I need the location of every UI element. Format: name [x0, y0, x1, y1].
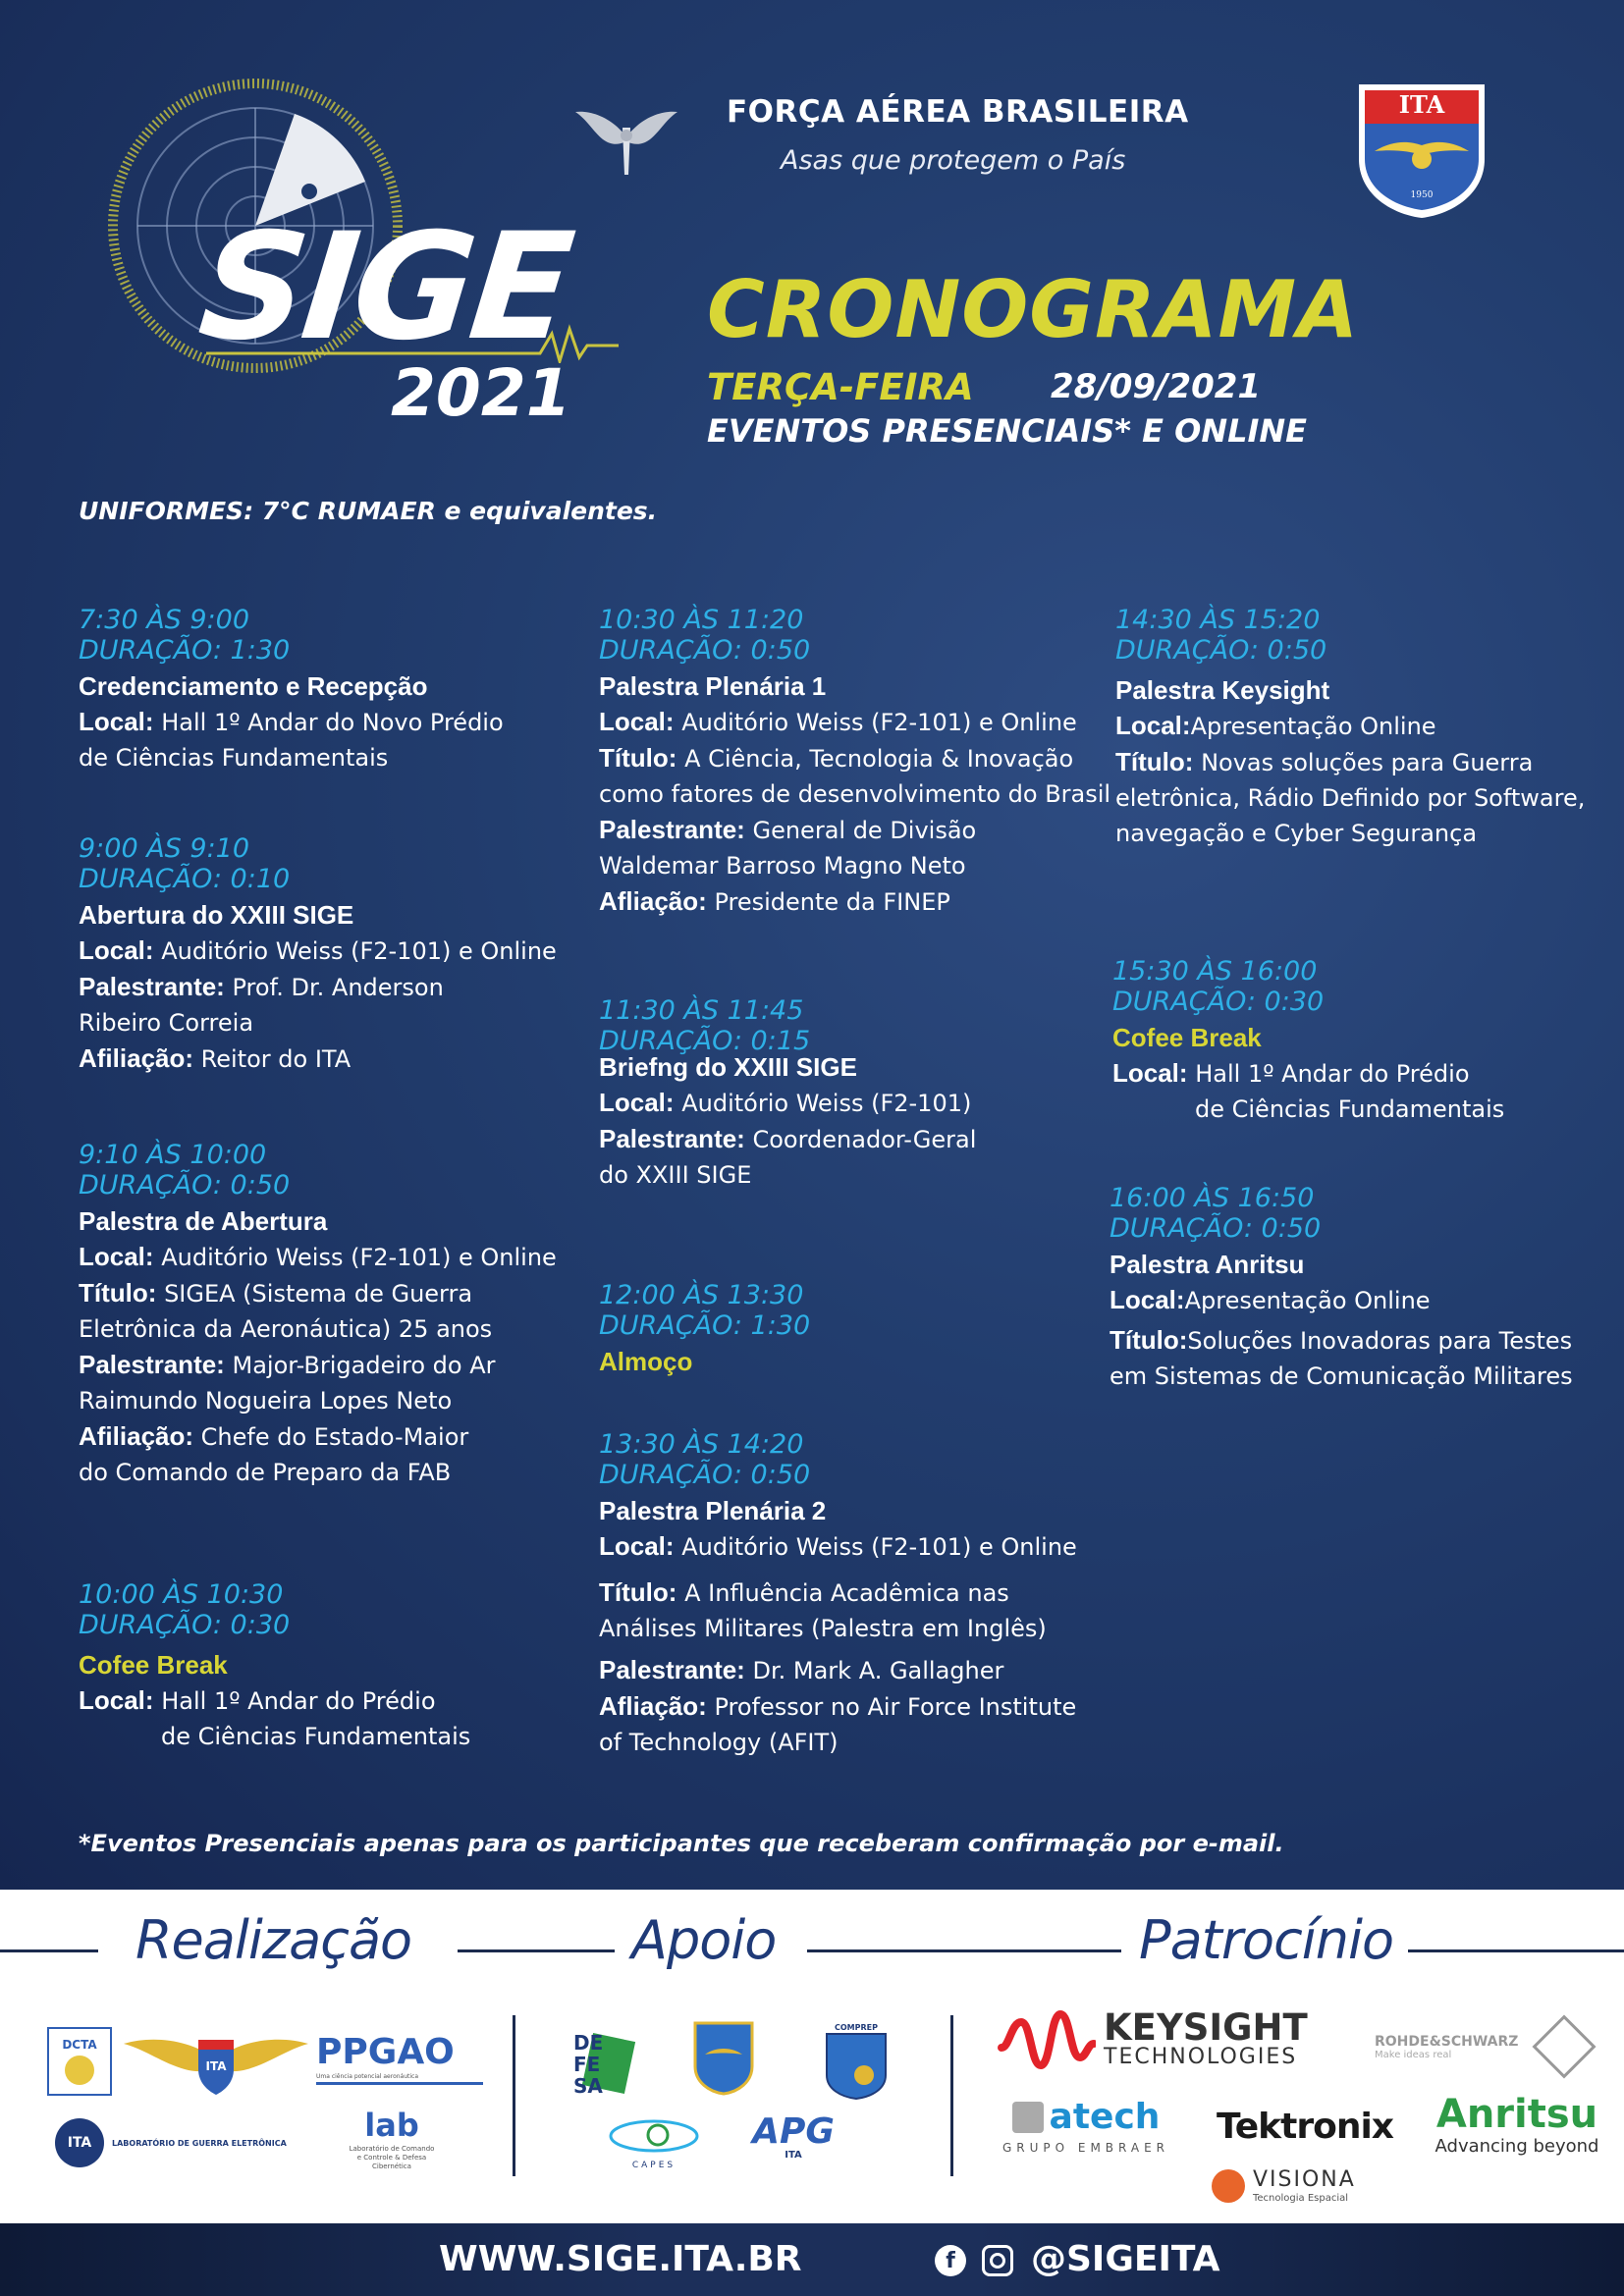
atech-mark-icon — [1012, 2102, 1044, 2133]
capes-logo-text: CAPES — [631, 2161, 677, 2170]
local-line — [1115, 708, 1585, 744]
lab-logo-text: lab — [364, 2107, 419, 2144]
atech-logo — [994, 2088, 1178, 2166]
local-value: Hall 1º Andar do Prédio — [161, 1687, 436, 1715]
speaker-value: Major-Brigadeiro do Ar — [232, 1352, 496, 1379]
local-label: Local: — [79, 707, 154, 736]
title-label: Título: — [599, 1577, 677, 1607]
local-value: Auditório Weiss (F2-101) e Online — [161, 937, 557, 965]
speaker-label: Palestrante: — [79, 972, 225, 1001]
fab-motto: Asas que protegem o País — [781, 145, 1126, 176]
duration: DURAÇÃO: 0:50 — [1110, 1213, 1322, 1244]
title-value-cont: como fatores de desenvolvimento do Brasil — [599, 780, 1111, 808]
divider — [1408, 1949, 1624, 1952]
fab-name: FORÇA AÉREA BRASILEIRA — [727, 94, 1189, 130]
divider — [513, 2015, 515, 2176]
page-title: CRONOGRAMA — [707, 264, 1359, 355]
rs-logo-subtext: Make ideas real — [1375, 2049, 1452, 2060]
schedule-item — [79, 833, 557, 1077]
event-title: Almoço — [599, 1347, 693, 1376]
local-label: Local: — [1112, 1058, 1188, 1088]
time-range: 10:00 ÀS 10:30 — [79, 1579, 284, 1610]
title-line — [599, 1575, 1077, 1611]
time-range: 11:30 ÀS 11:45 — [599, 995, 804, 1026]
schedule-item — [79, 605, 504, 775]
time-range: 9:00 ÀS 9:10 — [79, 833, 250, 864]
affiliation-value-cont: do Comando de Preparo da FAB — [79, 1459, 452, 1486]
ita-wings-text: ITA — [205, 2059, 227, 2073]
local-line — [1112, 1055, 1504, 1092]
local-line — [79, 704, 504, 740]
schedule-item — [1110, 1183, 1573, 1394]
duration: DURAÇÃO: 0:50 — [79, 1170, 291, 1201]
time-range: 10:30 ÀS 11:20 — [599, 605, 804, 635]
comprep-logo — [821, 2021, 892, 2102]
visiona-logo-subtext: Tecnologia Espacial — [1253, 2192, 1349, 2204]
lge-ita-badge: ITA — [55, 2118, 104, 2167]
ppgao-logo — [316, 2027, 487, 2092]
title-line — [1110, 1322, 1573, 1359]
affiliation-label: Afliação: — [599, 1691, 707, 1721]
local-line — [599, 1528, 1077, 1565]
duration: DURAÇÃO: 0:30 — [79, 1610, 291, 1640]
duration: DURAÇÃO: 0:10 — [79, 864, 291, 894]
instagram-icon[interactable] — [982, 2245, 1013, 2276]
title-value-cont: Eletrônica da Aeronáutica) 25 anos — [79, 1315, 493, 1343]
event-name: SIGE — [191, 202, 577, 373]
local-value: Apresentação Online — [1184, 1287, 1431, 1314]
tektronix-logo — [1204, 2100, 1406, 2153]
event-title: Credenciamento e Recepção — [79, 671, 428, 701]
affiliation-value: Reitor do ITA — [200, 1045, 352, 1073]
schedule-item — [79, 1140, 557, 1490]
local-value: Hall 1º Andar do Prédio — [1195, 1060, 1470, 1088]
schedule-item — [1112, 956, 1504, 1127]
speaker-value: Coordenador-Geral — [752, 1126, 977, 1153]
affiliation-line — [599, 1688, 1077, 1725]
schedule-item — [599, 995, 976, 1193]
local-label: Local: — [599, 1531, 675, 1561]
ita-shield-logo — [1355, 80, 1489, 220]
local-value-cont: de Ciências Fundamentais — [1195, 1095, 1505, 1123]
affiliation-value-cont: of Technology (AFIT) — [599, 1729, 839, 1756]
speaker-value: Prof. Dr. Anderson — [232, 974, 444, 1001]
schedule-item — [599, 1429, 1077, 1760]
event-date: 28/09/2021 — [1051, 367, 1262, 406]
defesa-logo — [564, 2027, 638, 2102]
event-title: Palestra Keysight — [1115, 675, 1330, 705]
duration: DURAÇÃO: 0:50 — [599, 1460, 811, 1490]
event-title: Briefng do XXIII SIGE — [599, 1052, 857, 1082]
speaker-value-cont: Raimundo Nogueira Lopes Neto — [79, 1387, 453, 1415]
website-link[interactable]: WWW.SIGE.ITA.BR — [439, 2239, 802, 2279]
apg-logo — [752, 2100, 835, 2174]
schedule-item — [599, 605, 1110, 920]
event-title: Cofee Break — [1112, 1023, 1262, 1052]
visiona-logo — [1212, 2163, 1369, 2210]
local-label: Local: — [79, 1242, 154, 1271]
ita-wings-logo — [120, 2020, 312, 2099]
dcta-logo-text: DCTA — [62, 2038, 97, 2052]
title-value-cont: navegação e Cyber Segurança — [1115, 820, 1478, 847]
title-label: Título: — [1110, 1325, 1188, 1355]
title-value-cont: eletrônica, Rádio Definido por Software, — [1115, 784, 1586, 812]
uniform-note: UNIFORMES: 7°C RUMAER e equivalentes. — [79, 497, 658, 525]
fab-wings-icon — [573, 98, 679, 179]
social-handle[interactable]: @SIGEITA — [1031, 2239, 1220, 2279]
affiliation-label: Afiliação: — [79, 1043, 194, 1073]
schedule-item — [1115, 605, 1585, 851]
local-label: Local: — [1110, 1285, 1185, 1314]
title-value: Soluções Inovadoras para Testes — [1187, 1327, 1573, 1355]
local-value-cont: de Ciências Fundamentais — [161, 1723, 471, 1750]
time-range: 16:00 ÀS 16:50 — [1110, 1183, 1315, 1213]
affiliation-line — [79, 1418, 557, 1455]
time-range: 14:30 ÀS 15:20 — [1115, 605, 1321, 635]
title-value: A Ciência, Tecnologia & Inovação — [684, 745, 1074, 773]
rs-diamond-icon — [1533, 2014, 1597, 2078]
visiona-mark-icon — [1212, 2169, 1245, 2203]
lab-logo-subtext: Laboratório de Comando e Controle & Defesa Cibernética — [349, 2145, 435, 2170]
event-title: Palestra Plenária 2 — [599, 1496, 827, 1525]
event-title: Cofee Break — [79, 1650, 228, 1680]
title-value-cont: Análises Militares (Palestra em Inglês) — [599, 1615, 1047, 1642]
local-label: Local: — [599, 1088, 675, 1117]
event-title: Palestra Plenária 1 — [599, 671, 827, 701]
event-title: Palestra Anritsu — [1110, 1250, 1305, 1279]
duration: DURAÇÃO: 0:50 — [599, 635, 811, 666]
schedule-item — [79, 1579, 470, 1754]
local-value: Hall 1º Andar do Novo Prédio — [161, 709, 504, 736]
title-label: Título: — [79, 1278, 157, 1308]
speaker-label: Palestrante: — [599, 1124, 745, 1153]
fab-shield-logo — [693, 2021, 754, 2096]
local-line — [1110, 1282, 1573, 1318]
title-value-cont: em Sistemas de Comunicação Militares — [1110, 1362, 1573, 1390]
title-line — [79, 1275, 557, 1311]
ppgao-logo-text: PPGAO — [316, 2031, 455, 2072]
local-line — [79, 933, 557, 969]
divider — [458, 1949, 615, 1952]
title-value: Novas soluções para Guerra — [1201, 749, 1534, 776]
speaker-line — [599, 1652, 1077, 1688]
local-value: Auditório Weiss (F2-101) e Online — [681, 709, 1077, 736]
facebook-icon[interactable]: f — [935, 2245, 966, 2276]
speaker-value: Dr. Mark A. Gallagher — [752, 1657, 1004, 1684]
speaker-value-cont: Ribeiro Correia — [79, 1009, 254, 1037]
local-value: Auditório Weiss (F2-101) — [681, 1090, 972, 1117]
divider — [950, 2015, 953, 2176]
affiliation-value: Chefe do Estado-Maior — [200, 1423, 469, 1451]
title-line — [1115, 744, 1585, 780]
ita-badge-text: ITA — [1398, 90, 1445, 119]
dcta-emblem-icon — [65, 2056, 94, 2085]
apg-ita-text: ITA — [785, 2149, 802, 2161]
local-value: Auditório Weiss (F2-101) e Online — [161, 1244, 557, 1271]
keysight-logo-text: KEYSIGHT — [1104, 2006, 1308, 2050]
local-value-cont: de Ciências Fundamentais — [79, 744, 389, 772]
title-value: A Influência Acadêmica nas — [684, 1579, 1009, 1607]
speaker-label: Palestrante: — [79, 1350, 225, 1379]
atech-logo-text: atech — [1049, 2097, 1161, 2137]
apoio-title: Apoio — [631, 1909, 777, 1971]
duration: DURAÇÃO: 0:50 — [1115, 635, 1327, 666]
local-label: Local: — [599, 707, 675, 736]
local-line — [599, 1085, 976, 1121]
title-line — [599, 740, 1110, 776]
duration: DURAÇÃO: 0:15 — [599, 1026, 811, 1056]
local-line — [79, 1682, 470, 1719]
schedule-item — [599, 1280, 810, 1379]
anritsu-logo-subtext: Advancing beyond — [1435, 2135, 1599, 2157]
affiliation-value: Professor no Air Force Institute — [714, 1693, 1077, 1721]
attendance-footnote: *Eventos Presenciais apenas para os participantes que receberam confirmação por e-mail. — [79, 1830, 1284, 1857]
visiona-logo-text: VISIONA — [1253, 2166, 1356, 2192]
rohde-schwarz-logo — [1375, 2017, 1606, 2076]
title-label: Título: — [1115, 747, 1194, 776]
dcta-logo — [47, 2027, 112, 2096]
affiliation-line — [599, 883, 1110, 920]
affiliation-line — [79, 1041, 557, 1077]
speaker-value-cont: Waldemar Barroso Magno Neto — [599, 852, 966, 880]
local-label: Local: — [79, 1685, 154, 1715]
weekday: TERÇA-FEIRA — [707, 366, 974, 408]
lab-logo — [348, 2104, 436, 2186]
realizacao-title: Realização — [135, 1909, 412, 1971]
speaker-line — [79, 969, 557, 1005]
time-range: 9:10 ÀS 10:00 — [79, 1140, 267, 1170]
time-range: 12:00 ÀS 13:30 — [599, 1280, 804, 1310]
ita-badge-year: 1950 — [1410, 190, 1434, 200]
duration: DURAÇÃO: 1:30 — [79, 635, 291, 666]
ppgao-logo-subtext: Uma ciência potencial aeronáutica — [316, 2072, 419, 2080]
tektronix-logo-text: Tektronix — [1216, 2106, 1394, 2147]
time-range: 13:30 ÀS 14:20 — [599, 1429, 804, 1460]
affiliation-label: Afiliação: — [79, 1421, 194, 1451]
event-subtitle: EVENTOS PRESENCIAIS* E ONLINE — [707, 412, 1308, 450]
comprep-logo-text: COMPREP — [835, 2022, 878, 2032]
local-value: Apresentação Online — [1190, 713, 1436, 740]
rs-logo-text: ROHDE&SCHWARZ — [1375, 2033, 1519, 2050]
local-line — [79, 1239, 557, 1275]
capes-logo — [605, 2106, 703, 2176]
event-title: Abertura do XXIII SIGE — [79, 900, 354, 930]
ppgao-swoosh-icon — [316, 2082, 483, 2085]
patrocinio-title: Patrocínio — [1139, 1909, 1394, 1971]
title-label: Título: — [599, 743, 677, 773]
atech-logo-subtext: GRUPO EMBRAER — [1001, 2141, 1170, 2155]
local-value: Auditório Weiss (F2-101) e Online — [681, 1533, 1077, 1561]
title-value: SIGEA (Sistema de Guerra — [164, 1280, 473, 1308]
speaker-value-cont: do XXIII SIGE — [599, 1161, 752, 1189]
affiliation-label: Afliação: — [599, 886, 707, 916]
local-label: Local: — [79, 935, 154, 965]
anritsu-logo-text: Anritsu — [1435, 2091, 1598, 2137]
instagram-lens-icon — [990, 2253, 1005, 2269]
speaker-label: Palestrante: — [599, 1655, 745, 1684]
speaker-line — [599, 1121, 976, 1157]
lge-logo-text: LABORATÓRIO DE GUERRA ELETRÔNICA — [112, 2138, 287, 2148]
apg-logo-text: APG — [752, 2110, 835, 2152]
lge-logo — [55, 2115, 287, 2170]
local-label: Local: — [1115, 711, 1191, 740]
footer-bar — [0, 2223, 1624, 2296]
speaker-value: General de Divisão — [752, 817, 977, 844]
defesa-logo-text: DE FE SA — [573, 2031, 604, 2098]
time-range: 15:30 ÀS 16:00 — [1112, 956, 1318, 987]
duration: DURAÇÃO: 0:30 — [1112, 987, 1325, 1017]
divider — [0, 1949, 98, 1952]
event-year: 2021 — [391, 355, 571, 431]
time-range: 7:30 ÀS 9:00 — [79, 605, 250, 635]
sponsors-section — [0, 1890, 1624, 2223]
divider — [807, 1949, 1121, 1952]
speaker-line — [79, 1347, 557, 1383]
speaker-label: Palestrante: — [599, 815, 745, 844]
keysight-wave-icon — [998, 2008, 1096, 2071]
local-line — [599, 704, 1110, 740]
keysight-logo-subtext: TECHNOLOGIES — [1104, 2045, 1298, 2070]
event-title: Palestra de Abertura — [79, 1206, 328, 1236]
keysight-logo — [998, 2003, 1322, 2076]
duration: DURAÇÃO: 1:30 — [599, 1310, 811, 1341]
affiliation-value: Presidente da FINEP — [714, 888, 950, 916]
anritsu-logo — [1422, 2086, 1612, 2164]
speaker-line — [599, 812, 1110, 848]
